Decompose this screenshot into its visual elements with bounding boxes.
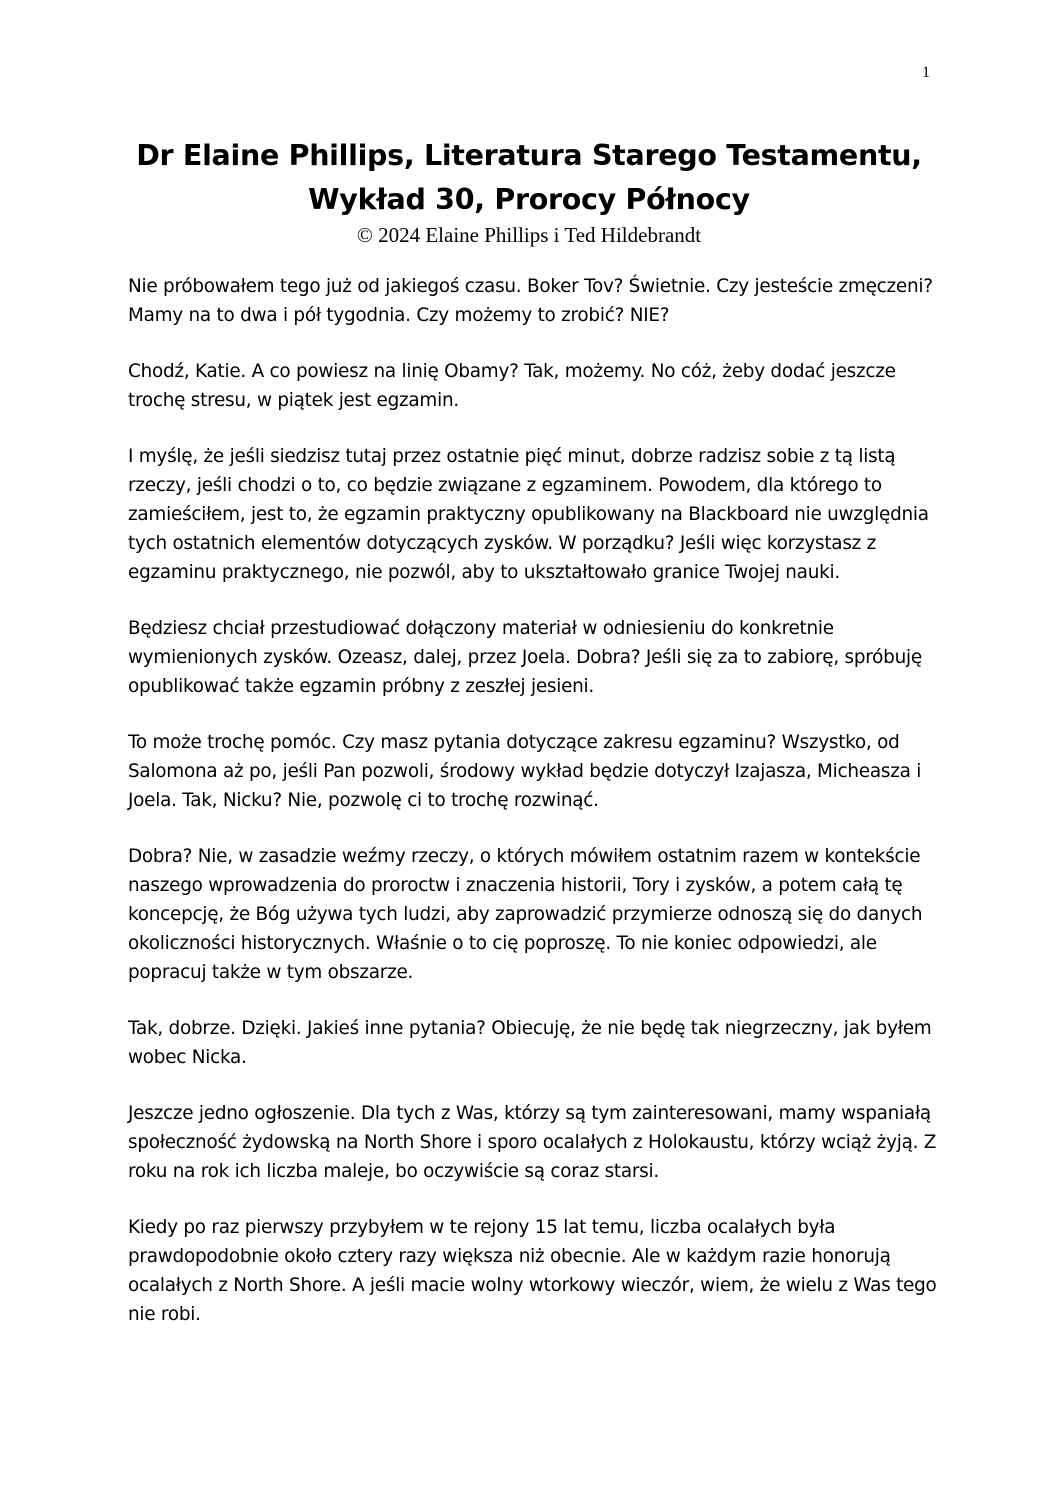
- paragraph: Tak, dobrze. Dzięki. Jakieś inne pytania? Obiecuję, że nie będę tak niegrzeczny, jak byłem wobec Nicka.: [128, 1018, 932, 1068]
- paragraph: Będziesz chciał przestudiować dołączony materiał w odniesieniu do konkretnie wymienionych zysków. Ozeasz, dalej, przez Joela. Dobra? Jeśli się za to zabiorę, spróbuję opublikować także egzamin próbny z zeszłej jesieni.: [128, 618, 922, 697]
- paragraph: I myślę, że jeśli siedzisz tutaj przez ostatnie pięć minut, dobrze radzisz sobie z tą listą rzeczy, jeśli chodzi o to, co będzie związane z egzaminem. Powodem, dla którego to zamieściłem, jest to, że egzamin praktyczny opublikowany na Blackboard nie uwzględnia tych ostatnich elementów dotyczących zysków. W porządku? Jeśli więc korzystasz z egzaminu praktycznego, nie pozwól, aby to ukształtowało granice Twojej nauki.: [128, 446, 929, 583]
- copyright-notice: © 2024 Elaine Phillips i Ted Hildebrandt: [356, 223, 702, 247]
- paragraph: Kiedy po raz pierwszy przybyłem w te rejony 15 lat temu, liczba ocalałych była prawdopodobnie około cztery razy większa niż obecnie. Ale w każdym razie honorują ocalałych z North Shore. A jeśli macie wolny wtorkowy wieczór, wiem, że wielu z Was tego nie robi.: [128, 1217, 937, 1325]
- paragraph: Dobra? Nie, w zasadzie weźmy rzeczy, o których mówiłem ostatnim razem w kontekście naszego wprowadzenia do proroctw i znaczenia historii, Tory i zysków, a potem całą tę koncepcję, że Bóg używa tych ludzi, aby zaprowadzić przymierze odnoszą się do danych okoliczności historycznych. Właśnie o to cię poproszę. To nie koniec odpowiedzi, ale popracuj także w tym obszarze.: [128, 846, 923, 983]
- paragraph: To może trochę pomóc. Czy masz pytania dotyczące zakresu egzaminu? Wszystko, od Salomona aż po, jeśli Pan pozwoli, środowy wykład będzie dotyczył Izajasza, Micheasza i Joela. Tak, Nicku? Nie, pozwolę ci to trochę rozwinąć.: [128, 732, 922, 811]
- paragraph: Nie próbowałem tego już od jakiegoś czasu. Boker Tov? Świetnie. Czy jesteście zmęczeni? Mamy na to dwa i pół tygodnia. Czy możemy to zrobić? NIE?: [128, 276, 933, 326]
- document-body: [128, 272, 940, 1356]
- document-title-line-1: Dr Elaine Phillips, Literatura Starego Testamentu,: [136, 139, 922, 172]
- document-title-line-2: Wykład 30, Prorocy Północy: [308, 183, 750, 216]
- page-number: 1: [922, 64, 930, 81]
- paragraph: Jeszcze jedno ogłoszenie. Dla tych z Was, którzy są tym zainteresowani, mamy wspaniałą społeczność żydowską na North Shore i sporo ocalałych z Holokaustu, którzy wciąż żyją. Z roku na rok ich liczba maleje, bo oczywiście są coraz starsi.: [128, 1103, 937, 1182]
- paragraph: Chodź, Katie. A co powiesz na linię Obamy? Tak, możemy. No cóż, żeby dodać jeszcze trochę stresu, w piątek jest egzamin.: [128, 361, 896, 411]
- document-header: [0, 134, 1058, 248]
